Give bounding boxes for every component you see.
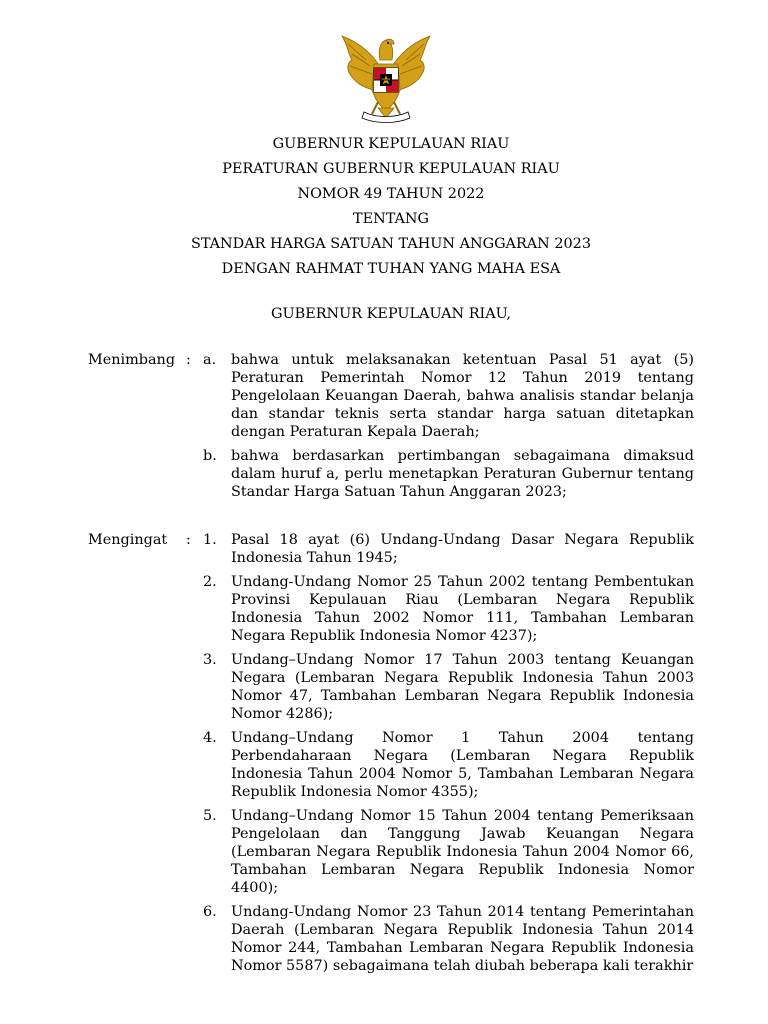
item-text: Pasal 18 ayat (6) Undang-Undang Dasar Negara Republik Indonesia Tahun 1945; bbox=[231, 532, 694, 566]
header-about: TENTANG bbox=[353, 211, 429, 227]
list-item bbox=[203, 573, 694, 645]
header-governor: GUBERNUR KEPULAUAN RIAU bbox=[272, 136, 510, 152]
item-text: Undang–Undang Nomor 17 Tahun 2003 tentang Keuangan Negara (Lembaran Negara Republik Indonesia Tahun 2003 Nomor 47, Tambahan Lembaran Negara Republik Indonesia Nomor 4286); bbox=[231, 652, 694, 722]
list-item bbox=[203, 651, 694, 723]
list-item bbox=[203, 531, 694, 567]
header-regulation-title: PERATURAN GUBERNUR KEPULAUAN RIAU bbox=[222, 161, 560, 177]
header-number: NOMOR 49 TAHUN 2022 bbox=[297, 186, 485, 202]
item-text: bahwa berdasarkan pertimbangan sebagaimana dimaksud dalam huruf a, perlu menetapkan Peraturan Gubernur tentang Standar Harga Satuan Tahun Anggaran 2023; bbox=[231, 448, 694, 500]
item-marker: b. bbox=[203, 448, 217, 464]
item-marker: 2. bbox=[203, 574, 217, 590]
header-blessing: DENGAN RAHMAT TUHAN YANG MAHA ESA bbox=[221, 261, 561, 277]
item-text: Undang-Undang Nomor 25 Tahun 2002 tentang Pembentukan Provinsi Kepulauan Riau (Lembaran Negara Republik Indonesia Tahun 2002 Nomor 111, Tambahan Lembaran Negara Republik Indonesia Nomor 4237); bbox=[231, 574, 694, 644]
item-marker: 6. bbox=[203, 904, 217, 920]
item-marker: 5. bbox=[203, 808, 217, 824]
list-item bbox=[203, 807, 694, 897]
item-marker: 3. bbox=[203, 652, 217, 668]
list-item bbox=[203, 903, 694, 975]
mengingat-colon: : bbox=[186, 532, 191, 548]
menimbang-colon: : bbox=[186, 352, 191, 368]
menimbang-list bbox=[203, 351, 694, 507]
item-marker: 1. bbox=[203, 532, 217, 548]
list-item bbox=[203, 351, 694, 441]
mengingat-label: Mengingat bbox=[88, 532, 168, 548]
garuda-pancasila-emblem-icon bbox=[336, 30, 436, 124]
item-text: Undang-Undang Nomor 23 Tahun 2014 tentang Pemerintahan Daerah (Lembaran Negara Republik Indonesia Tahun 2014 Nomor 244, Tambahan Lembaran Negara Republik Indonesia Nomor 5587) sebagaimana telah diubah beberapa kali terakhir bbox=[231, 904, 694, 974]
list-item bbox=[203, 729, 694, 801]
item-text: Undang–Undang Nomor 15 Tahun 2004 tentang Pemeriksaan Pengelolaan dan Tanggung Jawab Keuangan Negara (Lembaran Negara Republik Indonesia Tahun 2004 Nomor 66, Tambahan Lembaran Negara Republik Indonesia Nomor 4400); bbox=[231, 808, 694, 896]
menimbang-label: Menimbang bbox=[88, 352, 176, 368]
governor-heading: GUBERNUR KEPULAUAN RIAU, bbox=[271, 306, 511, 322]
item-marker: a. bbox=[203, 352, 217, 368]
document-header bbox=[0, 132, 768, 282]
list-item bbox=[203, 447, 694, 501]
header-subject: STANDAR HARGA SATUAN TAHUN ANGGARAN 2023 bbox=[191, 236, 591, 252]
mengingat-list bbox=[203, 531, 694, 981]
item-text: bahwa untuk melaksanakan ketentuan Pasal 51 ayat (5) Peraturan Pemerintah Nomor 12 Tahun 2019 tentang Pengelolaan Keuangan Daerah, bahwa analisis standar belanja dan standar teknis serta standar harga satuan ditetapkan dengan Peraturan Kepala Daerah; bbox=[231, 352, 694, 440]
item-marker: 4. bbox=[203, 730, 217, 746]
item-text: Undang–Undang Nomor 1 Tahun 2004 tentang Perbendaharaan Negara (Lembaran Negara Republik Indonesia Tahun 2004 Nomor 5, Tambahan Lembaran Negara Republik Indonesia Nomor 4355); bbox=[231, 730, 694, 800]
